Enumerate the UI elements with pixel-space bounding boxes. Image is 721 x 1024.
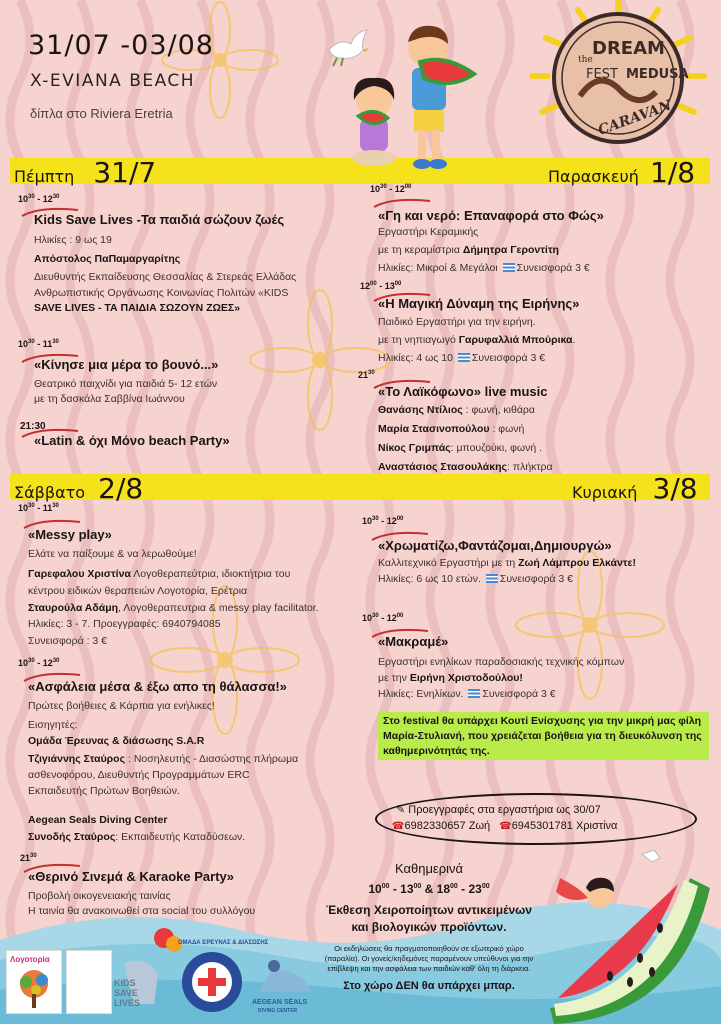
day-thursday: Πέμπτη 31/7: [14, 156, 157, 189]
disclaimer-line-3: επίβλεψη και την ασφάλεια των παιδιών καθ' όλη τη διάρκεια.: [327, 964, 531, 973]
dream-fest-medusa-logo: [518, 0, 718, 150]
event-title: «Latin & όχι Μόνο beach Party»: [34, 433, 230, 448]
exhibition-line-1: Έκθεση Χειροποίητων αντικειμένων: [326, 903, 532, 917]
children-watermelon-illustration: [340, 18, 480, 176]
daily-hours: $10^{00} - 13^{00}$ & $18^{00} - 23^{00}$: [368, 882, 490, 896]
event-title: «Θερινό Σινεμά & Karaoke Party»: [28, 869, 234, 884]
festival-dates: 31/07 -03/08: [28, 30, 214, 61]
event-title: «Ασφάλεια μέσα & έξω απο τη θάλασσα!»: [28, 679, 287, 694]
day-sunday: Κυριακή 3/8: [572, 472, 698, 505]
svg-text:CARAVAN: CARAVAN: [595, 97, 674, 139]
svg-text:the: the: [578, 55, 593, 65]
phone-icon: ☎: [499, 821, 512, 832]
svg-text:FEST: FEST: [586, 67, 618, 82]
event-title: «Γη και νερό: Επαναφορά στο Φώς»: [378, 208, 604, 223]
exhibition-line-2: και βιολογικών προϊόντων.: [351, 920, 507, 934]
venue-name: X-EVIANA BEACH: [30, 71, 196, 91]
day-friday: Παρασκευή 1/8: [548, 156, 696, 189]
event-title: «Μακραμέ»: [378, 634, 449, 649]
event-title: «Κίνησε μια μέρα το βουνό...»: [34, 357, 219, 372]
flag-icon: [503, 263, 515, 272]
search-rescue-team-logo: [180, 950, 244, 1014]
sponsor-logo: [66, 950, 112, 1014]
donation-notice: Στο festival θα υπάρχει Κουτί Ενίσχυσης για την μικρή μας φίλη Μαρία-Στυλιανή, που χρειάζεται βοήθεια για τη διευκόλυνση της καθημερινότητάς της.: [383, 715, 702, 757]
event-time: $10^{30} - 12^{00}$: [370, 184, 412, 194]
phone-icon: ☎: [392, 821, 405, 832]
disclaimer-line-2: (παραλία). Οι γονείς/κηδεμόνες παραμένουν υπεύθυνοι για την: [324, 954, 534, 963]
event-time: $10^{30} - 11^{30}$: [18, 503, 59, 513]
event-time: $10^{30} - 12^{00}$: [362, 516, 404, 526]
tree-icon: [14, 968, 54, 1010]
registration-oval: [375, 793, 697, 845]
event-time: 21:30: [20, 421, 46, 432]
event-title: «Το Λαϊκόφωνο» live music: [378, 384, 548, 399]
venue-location: δίπλα στο Riviera Eretria: [30, 106, 173, 121]
phone-link[interactable]: 6982330657: [404, 820, 466, 832]
event-title: «Χρωματίζω,Φαντάζομαι,Δημιουργώ»: [378, 538, 612, 553]
event-title: «Η Μαγική Δύναμη της Ειρήνης»: [378, 296, 580, 311]
event-title: Kids Save Lives -Τα παιδιά σώζουν ζωές: [34, 212, 285, 227]
flag-icon: [458, 353, 470, 362]
svg-text:DREAM: DREAM: [592, 38, 665, 59]
event-time: $10^{30} - 11^{30}$: [18, 339, 59, 349]
event-time: $10^{30} - 12^{30}$: [18, 194, 60, 204]
registration-phones: ☎6982330657 Ζωή ☎6945301781 Χριστίνα: [392, 820, 618, 832]
watermelon-slice-illustration: [540, 848, 718, 1024]
event-time: $10^{30} - 12^{00}$: [362, 613, 404, 623]
no-bar-notice: Στο χώρο ΔΕΝ θα υπάρχει μπαρ.: [343, 980, 515, 992]
flag-icon: [486, 574, 498, 583]
event-title: «Messy play»: [28, 527, 112, 542]
registration-info: ✎ Προεγγραφές στα εργαστήρια ως 30/07: [396, 804, 601, 816]
svg-text:MEDUSA: MEDUSA: [626, 67, 689, 82]
disclaimer-line-1: Οι εκδηλώσεις θα πραγματοποιηθούν σε εξωτερικό χώρο: [334, 944, 524, 953]
event-time: $10^{30} - 12^{30}$: [18, 658, 60, 668]
daily-title: Καθημερινά: [394, 861, 464, 876]
event-time: $12^{00} - 13^{00}$: [360, 281, 402, 291]
event-time: $21^{30}$: [20, 853, 37, 863]
pencil-icon: ✎: [396, 804, 406, 816]
event-time: $21^{30}$: [358, 370, 375, 380]
phone-link[interactable]: 6945301781: [511, 820, 573, 832]
flag-icon: [468, 689, 480, 698]
day-saturday: Σάββατο 2/8: [14, 472, 144, 505]
